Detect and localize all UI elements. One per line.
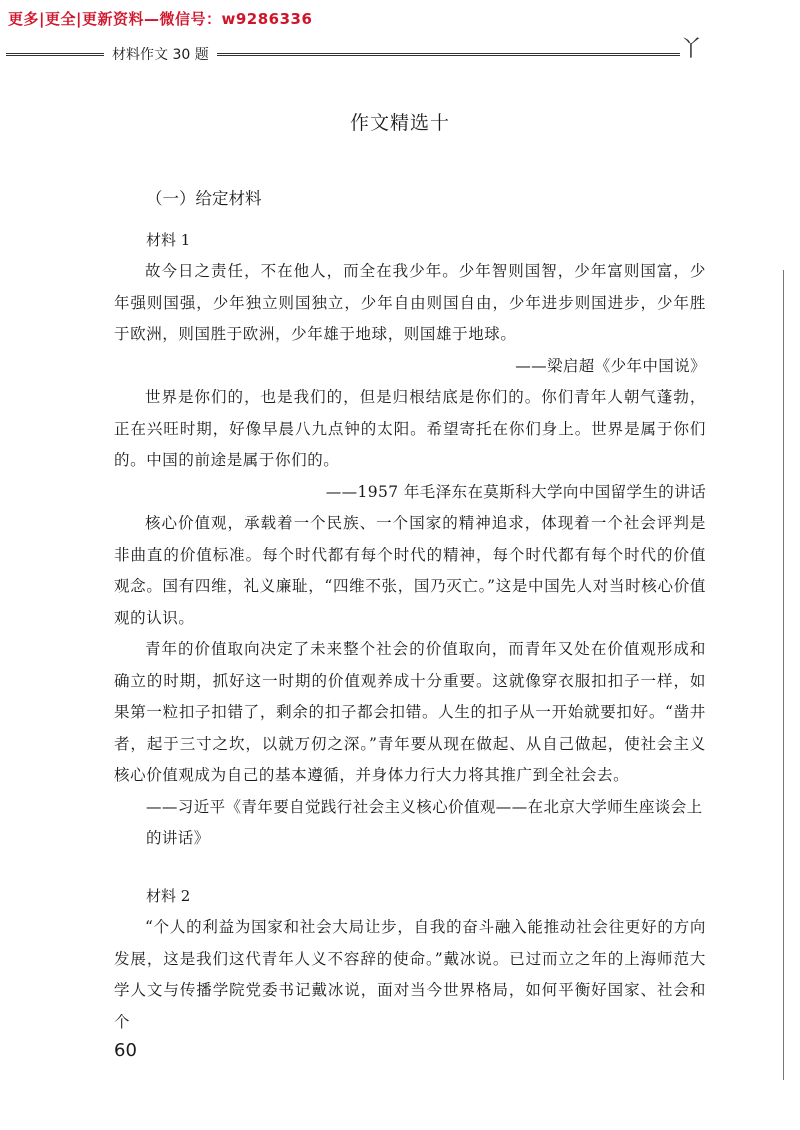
- header-rule-left: [6, 53, 104, 56]
- page-title: 作文精选十: [349, 112, 450, 134]
- margin-rule: [783, 270, 784, 1080]
- material-1-attribution-1: ——梁启超《少年中国说》: [515, 356, 706, 375]
- corner-mark: 丫: [680, 37, 703, 62]
- running-head-title: 材料作文 30 题: [112, 47, 209, 63]
- header-rule-right: [217, 53, 680, 56]
- material-2-paragraph: “个人的利益为国家和社会大局让步，自我的奋斗融入能推动社会往更好的方向发展，这是我们这代青年人义不容辞的使命。”戴冰说。已过而立之年的上海师范大学人文与传播学院党委书记戴冰说，面对当今世界格局，如何平衡好国家、社会和个: [114, 918, 706, 1031]
- section-heading: （一）给定材料: [146, 189, 262, 208]
- section-gap: [114, 855, 706, 881]
- material-1-attribution-2: ——1957 年毛泽东在莫斯科大学向中国留学生的讲话: [325, 482, 706, 501]
- article-body: [114, 183, 706, 1038]
- material-1-attribution-3: ——习近平《青年要自觉践行社会主义核心价值观——在北京大学师生座谈会上的讲话》: [146, 797, 703, 847]
- material-1-label: 材料 1: [146, 230, 191, 249]
- watermark-text: 更多|更全|更新资料—微信号：w9286336: [8, 10, 313, 28]
- material-1-quote-2: 世界是你们的，也是我们的，但是归根结底是你们的。你们青年人朝气蓬勃，正在兴旺时期，好像早晨八九点钟的太阳。希望寄托在你们身上。世界是属于你们的。中国的前途是属于你们的。: [114, 388, 706, 469]
- material-1-quote-3-paragraph-2: 青年的价值取向决定了未来整个社会的价值取向，而青年又处在价值观形成和确立的时期，抓好这一时期的价值观养成十分重要。这就像穿衣服扣扣子一样，如果第一粒扣子扣错了，剩余的扣子都会扣错。人生的扣子从一开始就要扣好。“凿井者，起于三寸之坎，以就万仞之深。”青年要从现在做起、从自己做起，使社会主义核心价值观成为自己的基本遵循，并身体力行大力将其推广到全社会去。: [114, 640, 706, 784]
- material-2-label: 材料 2: [146, 886, 191, 905]
- material-1-quote-1: 故今日之责任，不在他人，而全在我少年。少年智则国智，少年富则国富，少年强则国强，少年独立则国独立，少年自由则国自由，少年进步则国进步，少年胜于欧洲，则国胜于欧洲，少年雄于地球，则国雄于地球。: [114, 262, 706, 343]
- material-1-quote-3-paragraph-1: 核心价值观，承载着一个民族、一个国家的精神追求，体现着一个社会评判是非曲直的价值标准。每个时代都有每个时代的精神，每个时代都有每个时代的价值观念。国有四维，礼义廉耻，“四维不张，国乃灭亡。”这是中国先人对当时核心价值观的认识。: [114, 514, 706, 627]
- page-number: 60: [114, 1040, 137, 1061]
- running-head: [0, 44, 680, 64]
